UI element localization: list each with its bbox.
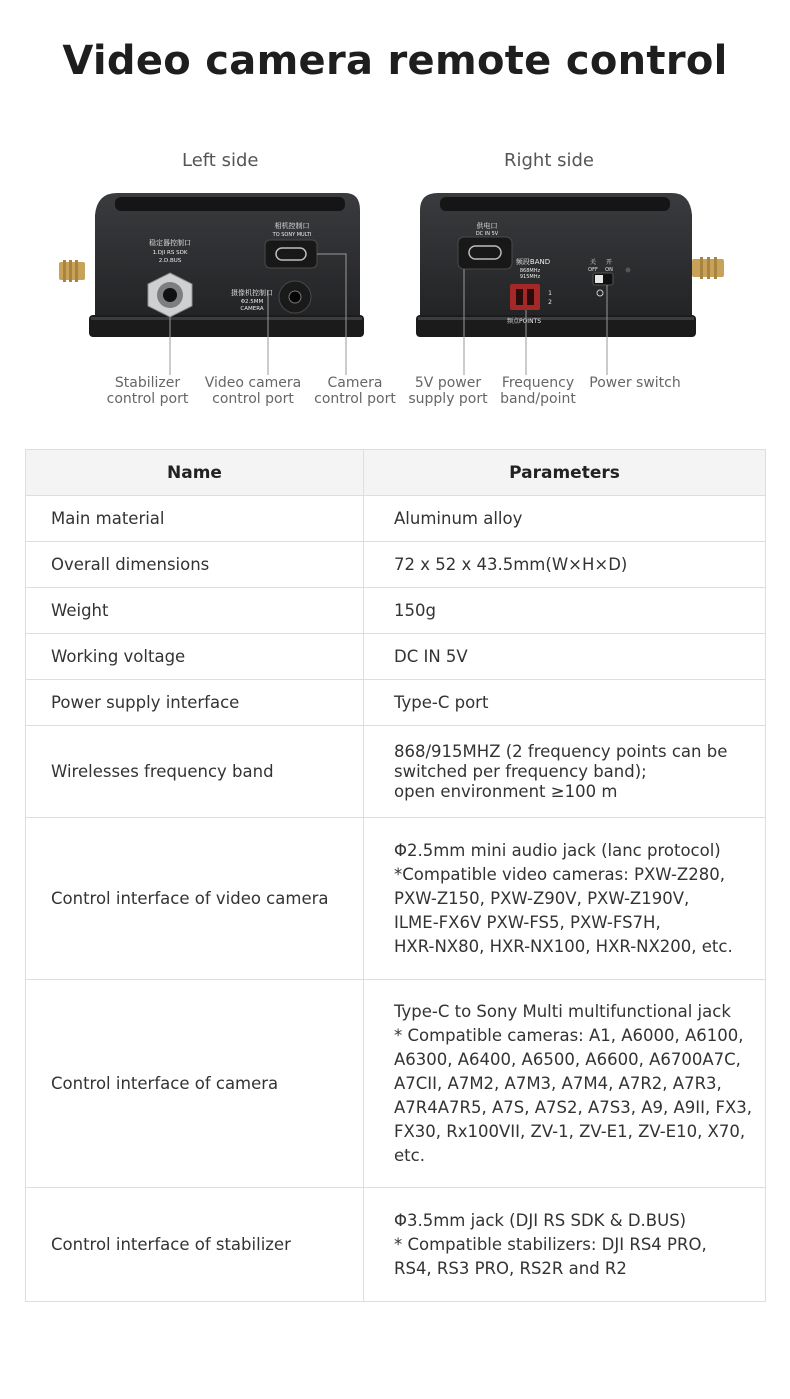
row-name: Control interface of camera: [26, 980, 364, 1188]
svg-text:OFF: OFF: [588, 267, 598, 273]
row-parameters: 150g: [364, 588, 766, 634]
table-row: [26, 1188, 766, 1302]
table-row: [26, 634, 766, 680]
frequency-dip-switch: [510, 284, 540, 310]
row-parameters: Type-C to Sony Multi multifunctional jack * Compatible cameras: A1, A6000, A6100, A6300, A6400, A6500, A6600, A6700A7C, A7CII, A7M2, A7M3, A7M4, A7R2, A7R3, A7R4A7R5, A7S, A7S2, A7S3, A9, A9II, FX3, FX30, Rx100VII, ZV-1, ZV-E1, ZV-E10, X70, etc.: [364, 980, 766, 1188]
table-header-row: [26, 450, 766, 496]
svg-text:CAMERA: CAMERA: [240, 306, 264, 312]
table-row: [26, 818, 766, 980]
callout-power-supply-port: 5V power supply port: [408, 375, 488, 407]
antenna-connector: [59, 260, 85, 282]
svg-text:ON: ON: [605, 267, 613, 273]
right-side-label: Right side: [504, 150, 594, 171]
row-name: Weight: [26, 588, 364, 634]
row-name: Wirelesses frequency band: [26, 726, 364, 818]
row-parameters: DC IN 5V: [364, 634, 766, 680]
power-type-c-port: [458, 237, 512, 269]
stabilizer-port-label: 稳定器控制口: [149, 239, 191, 247]
video-jack: [279, 281, 311, 313]
svg-text:1.DJI RS SDK: 1.DJI RS SDK: [152, 250, 188, 256]
row-parameters: Aluminum alloy: [364, 496, 766, 542]
row-name: Power supply interface: [26, 680, 364, 726]
row-parameters: Φ2.5mm mini audio jack (lanc protocol) *Compatible video cameras: PXW-Z280, PXW-Z150, PXW-Z90V, PXW-Z190V, ILME-FX6V PXW-FS5, PXW-FS7H, HXR-NX80, HXR-NX100, HXR-NX200, etc.: [364, 818, 766, 980]
row-name: Overall dimensions: [26, 542, 364, 588]
row-name: Main material: [26, 496, 364, 542]
table-row: [26, 588, 766, 634]
antenna-connector: [692, 257, 724, 279]
left-side-device-image: [55, 185, 375, 380]
callout-video-camera-port: Video camera control port: [204, 375, 302, 407]
callout-camera-port: Camera control port: [314, 375, 396, 407]
spec-table: [25, 449, 766, 1302]
svg-text:1: 1: [548, 290, 552, 297]
svg-text:2.D.BUS: 2.D.BUS: [158, 258, 182, 264]
row-name: Working voltage: [26, 634, 364, 680]
table-row: [26, 980, 766, 1188]
right-side-device-image: [410, 185, 740, 380]
page-title: Video camera remote control: [62, 38, 728, 84]
switch-on-label: 开: [605, 259, 613, 266]
camera-port-label: 相机控制口: [274, 222, 310, 230]
row-name: Control interface of video camera: [26, 818, 364, 980]
row-name: Control interface of stabilizer: [26, 1188, 364, 1302]
row-parameters: Φ3.5mm jack (DJI RS SDK & D.BUS) * Compatible stabilizers: DJI RS4 PRO, RS4, RS3 PRO, RS2R and R2: [364, 1188, 766, 1302]
svg-text:2: 2: [548, 299, 552, 306]
header-name: Name: [26, 450, 364, 496]
table-row: [26, 680, 766, 726]
left-side-label: Left side: [182, 150, 259, 171]
svg-text:Φ2.5MM: Φ2.5MM: [240, 299, 264, 305]
type-c-port: [265, 240, 317, 268]
svg-text:DC IN 5V: DC IN 5V: [475, 231, 499, 237]
power-port-label: 供电口: [476, 222, 498, 230]
row-parameters: 72 x 52 x 43.5mm(W×H×D): [364, 542, 766, 588]
points-label: 频点POINTS: [506, 318, 542, 325]
table-row: [26, 496, 766, 542]
row-parameters: 868/915MHZ (2 frequency points can be switched per frequency band); open environment ≥100 m: [364, 726, 766, 818]
callout-power-switch: Power switch: [589, 375, 681, 391]
svg-text:TO SONY MULTI: TO SONY MULTI: [272, 232, 312, 238]
table-row: [26, 542, 766, 588]
header-parameters: Parameters: [364, 450, 766, 496]
band-label: 频段BAND: [515, 258, 551, 266]
svg-text:915MHz: 915MHz: [519, 274, 541, 280]
row-parameters: Type-C port: [364, 680, 766, 726]
switch-off-label: 关: [589, 259, 597, 266]
callout-frequency-band: Frequency band/point: [500, 375, 576, 407]
video-port-label: 摄像机控制口: [231, 289, 273, 297]
svg-text:868MHz: 868MHz: [519, 268, 541, 274]
callout-stabilizer-port: Stabilizer control port: [106, 375, 189, 407]
table-row: [26, 726, 766, 818]
